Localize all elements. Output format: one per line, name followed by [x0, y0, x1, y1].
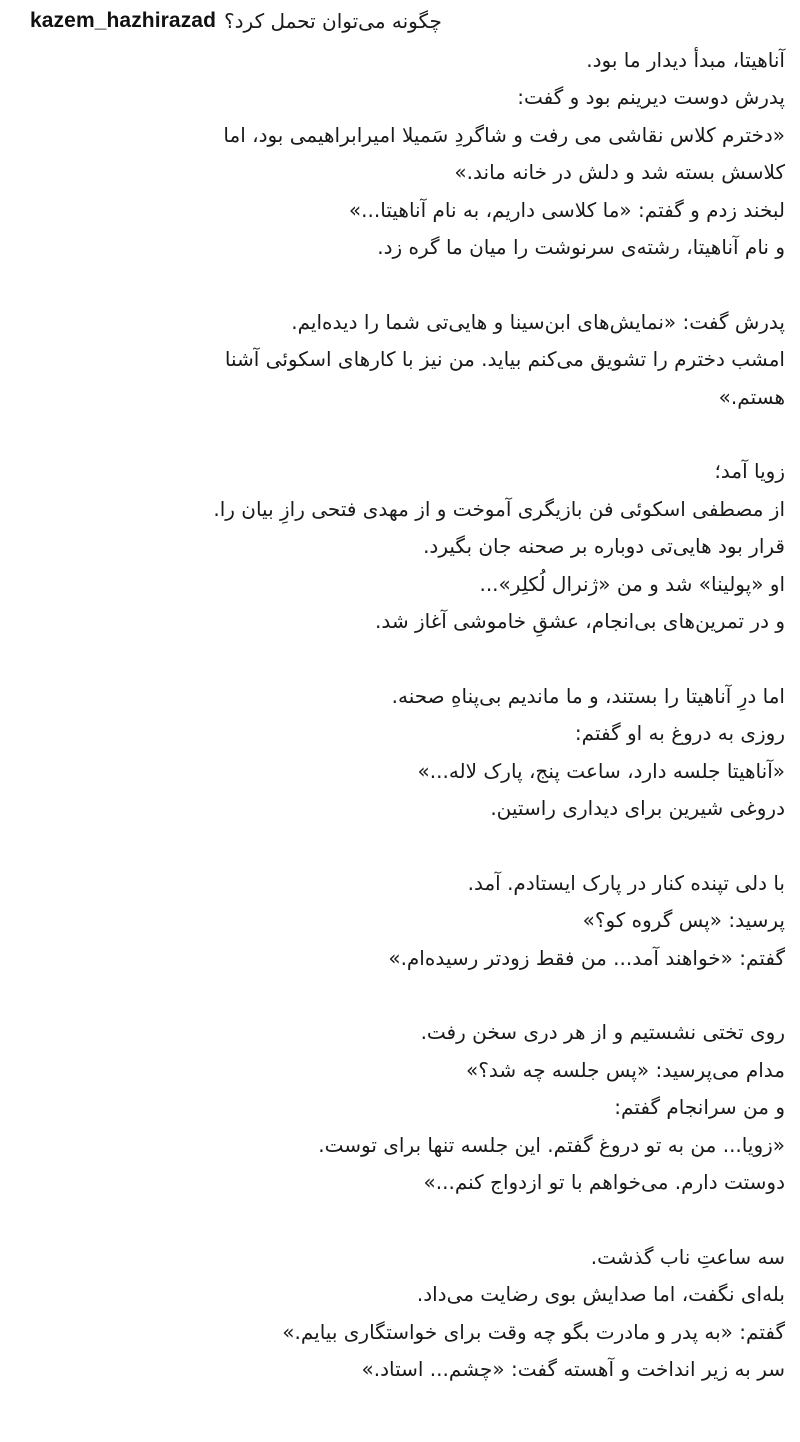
text-line: دروغی شیرین برای دیداری راستین.	[490, 796, 785, 821]
paragraph-1	[15, 42, 785, 266]
text-line: پدرش گفت: «نمایش‌های ابن‌سینا و هایی‌تی شما را دیده‌ایم.	[291, 309, 785, 334]
text-line: دوستت دارم. می‌خواهم با تو ازدواج کنم...»	[423, 1170, 785, 1195]
text-line: بله‌ای نگفت، اما صدایش بوی رضایت می‌داد.	[416, 1282, 785, 1307]
caption-title: چگونه می‌توان تحمل کرد؟	[224, 9, 442, 33]
paragraph-3	[15, 453, 785, 640]
text-line: پرسید: «پس گروه کو؟»	[582, 908, 785, 933]
text-line: اما درِ آناهیتا را بستند، و ما ماندیم بی‌پناهِ صحنه.	[391, 683, 785, 708]
paragraph-5	[15, 865, 785, 977]
paragraph-2	[15, 304, 785, 416]
text-line: مدام می‌پرسید: «پس جلسه چه شد؟»	[466, 1057, 785, 1082]
text-line: «آناهیتا جلسه دارد، ساعت پنج، پارک لاله...»	[417, 758, 785, 783]
text-line: «دخترم کلاس نقاشی می رفت و شاگردِ سَمیلا امیرابراهیمی بود، اما	[223, 122, 785, 147]
text-line: پدرش دوست دیرینم بود و گفت:	[517, 85, 785, 110]
text-line: آناهیتا، مبدأ دیدار ما بود.	[586, 48, 785, 72]
text-line: «زویا... من به تو دروغ گفتم. این جلسه تنها برای توست.	[318, 1132, 785, 1157]
text-line: کلاسش بسته شد و دلش در خانه ماند.»	[454, 160, 785, 185]
text-line: گفتم: «به پدر و مادرت بگو چه وقت برای خواستگاری بیایم.»	[282, 1319, 785, 1344]
text-line: سه ساعتِ ناب گذشت.	[590, 1244, 785, 1269]
text-line: هستم.»	[718, 384, 785, 409]
text-line: قرار بود هایی‌تی دوباره بر صحنه جان بگیرد.	[423, 534, 785, 559]
text-line: روزی به دروغ به او گفتم:	[574, 721, 785, 746]
text-line: سر به زیر انداخت و آهسته گفت: «چشم... استاد.»	[361, 1357, 785, 1382]
text-line: و نام آناهیتا، رشته‌ی سرنوشت را میان ما گره زد.	[377, 235, 785, 260]
text-line: گفتم: «خواهند آمد... من فقط زودتر رسیده‌ام.»	[388, 945, 785, 970]
text-line: و من سرانجام گفتم:	[614, 1095, 785, 1120]
text-line: با دلی تپنده کنار در پارک ایستادم. آمد.	[467, 870, 785, 895]
caption-body	[15, 42, 785, 1426]
text-line: از مصطفی اسکوئی فن بازیگری آموخت و از مهدی فتحی رازِ بیان را.	[213, 496, 785, 521]
paragraph-7	[15, 1239, 785, 1389]
text-line: امشب دخترم را تشویق می‌کنم بیاید. من نیز با کارهای اسکوئی آشنا	[224, 347, 785, 372]
text-line: روی تختی نشستیم و از هر دری سخن رفت.	[420, 1020, 785, 1045]
paragraph-4	[15, 678, 785, 828]
paragraph-6	[15, 1014, 785, 1201]
text-line: و در تمرین‌های بی‌انجام، عشقِ خاموشی آغاز شد.	[375, 609, 785, 634]
text-line: زویا آمد؛	[714, 459, 785, 484]
username-link[interactable]: kazem_hazhirazad	[30, 9, 217, 32]
caption-header	[30, 4, 785, 38]
text-line: او «پولینا» شد و من «ژنرال لُکلِر»...	[479, 571, 785, 596]
text-line: لبخند زدم و گفتم: «ما کلاسی داریم، به نام آناهیتا...»	[348, 197, 785, 222]
